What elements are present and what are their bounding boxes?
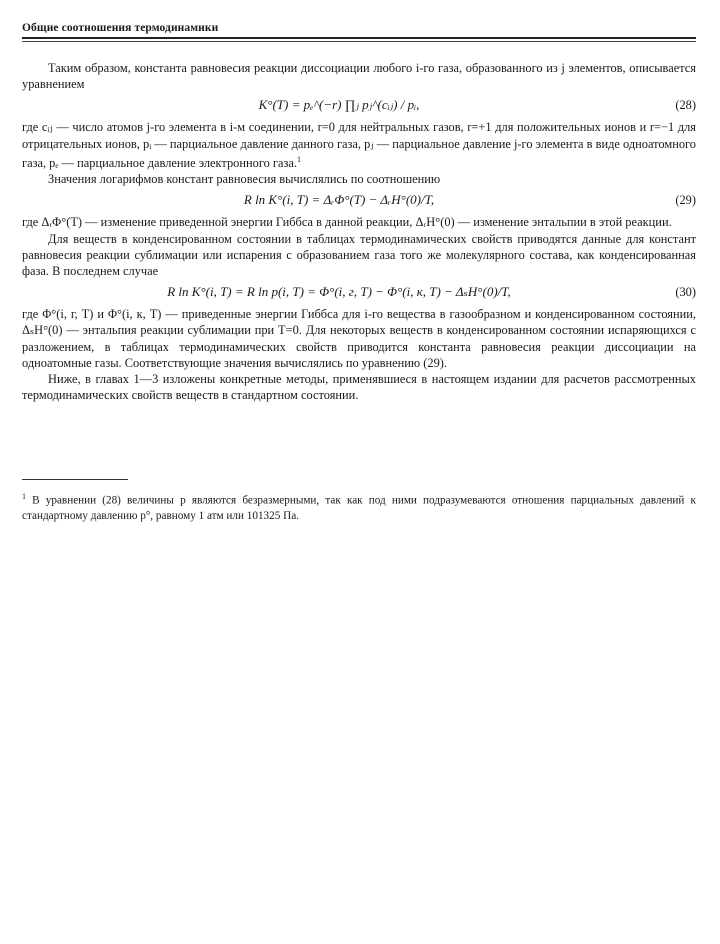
body-text bbox=[22, 60, 696, 403]
equation-28 bbox=[22, 94, 696, 116]
footnote bbox=[22, 489, 696, 525]
equation-30 bbox=[22, 281, 696, 303]
paragraph-4: где ΔᵣΦ°(T) — изменение приведенной энергии Гиббса в данной реакции, ΔᵣH°(0) — изменение энтальпии в этой реакции. bbox=[22, 215, 672, 230]
paragraph-2 bbox=[22, 119, 696, 171]
paragraph-2-text: где cᵢⱼ — число атомов j-го элемента в i-м соединении, r=0 для нейтральных газов, r=+1 для положительных ионов и r=−1 для отрицательных ионов, pᵢ — парциальное давление данного газа, pⱼ — парциальное давление j-го элемента в виде одноатомного газа, pₑ — парциальное давление электронного газа. bbox=[22, 120, 696, 170]
footnote-ref-1: 1 bbox=[296, 154, 301, 164]
header-rule-thick bbox=[22, 37, 696, 39]
paragraph-3: Значения логарифмов констант равновесия вычислялись по соотношению bbox=[48, 172, 441, 187]
equation-29 bbox=[22, 189, 696, 211]
equation-29-number: (29) bbox=[675, 193, 696, 208]
footnote-marker: 1 bbox=[22, 492, 26, 501]
paragraph-7: Ниже, в главах 1—3 изложены конкретные методы, применявшиеся в настоящем издании для расчетов рассмотренных термодинамических свойств веществ в стандартном состоянии. bbox=[22, 371, 696, 403]
running-head: Общие соотношения термодинамики bbox=[22, 22, 219, 34]
equation-30-formula: R ln K°(i, T) = R ln p(i, T) = Φ°(i, г, T) − Φ°(i, к, T) − ΔₛH°(0)/T, bbox=[167, 284, 511, 300]
paragraph-6: где Φ°(i, г, T) и Φ°(i, к, T) — приведенные энергии Гиббса для i-го вещества в газообразном и конденсированном состоянии, ΔₛH°(0) — энтальпия реакции сублимации при T=0. Для некоторых веществ в конденсированном состоянии испаряющихся с разложением, в таблицах термодинамических свойств приводится константа равновесия реакции диссоциации на одноатомные газы. Соответствующие значения вычислялись по уравнению (29). bbox=[22, 307, 696, 370]
equation-28-formula: K°(T) = pₑ^(−r) ∏ⱼ pⱼ^(cᵢⱼ) / pᵢ, bbox=[258, 97, 420, 113]
equation-28-number: (28) bbox=[675, 98, 696, 113]
footnote-rule bbox=[22, 479, 128, 480]
header-rule-thin bbox=[22, 41, 696, 42]
paragraph-1: Таким образом, константа равновесия реакции диссоциации любого i-го газа, образованного из j элементов, описывается уравнением bbox=[22, 61, 696, 92]
paragraph-5: Для веществ в конденсированном состоянии в таблицах термодинамических свойств приводятся данные для констант равновесия реакции сублимации или испарения с образованием газа того же молекулярного состава, как конденсированная фаза. В последнем случае bbox=[22, 231, 696, 278]
equation-29-formula: R ln K°(i, T) = ΔᵣΦ°(T) − ΔᵣH°(0)/T, bbox=[243, 192, 435, 208]
footnote-text: В уравнении (28) величины p являются безразмерными, так как под ними подразумеваются отношения парциальных давлений к стандартному давлению p°, равному 1 атм или 101325 Па. bbox=[22, 494, 696, 523]
equation-30-number: (30) bbox=[675, 285, 696, 300]
